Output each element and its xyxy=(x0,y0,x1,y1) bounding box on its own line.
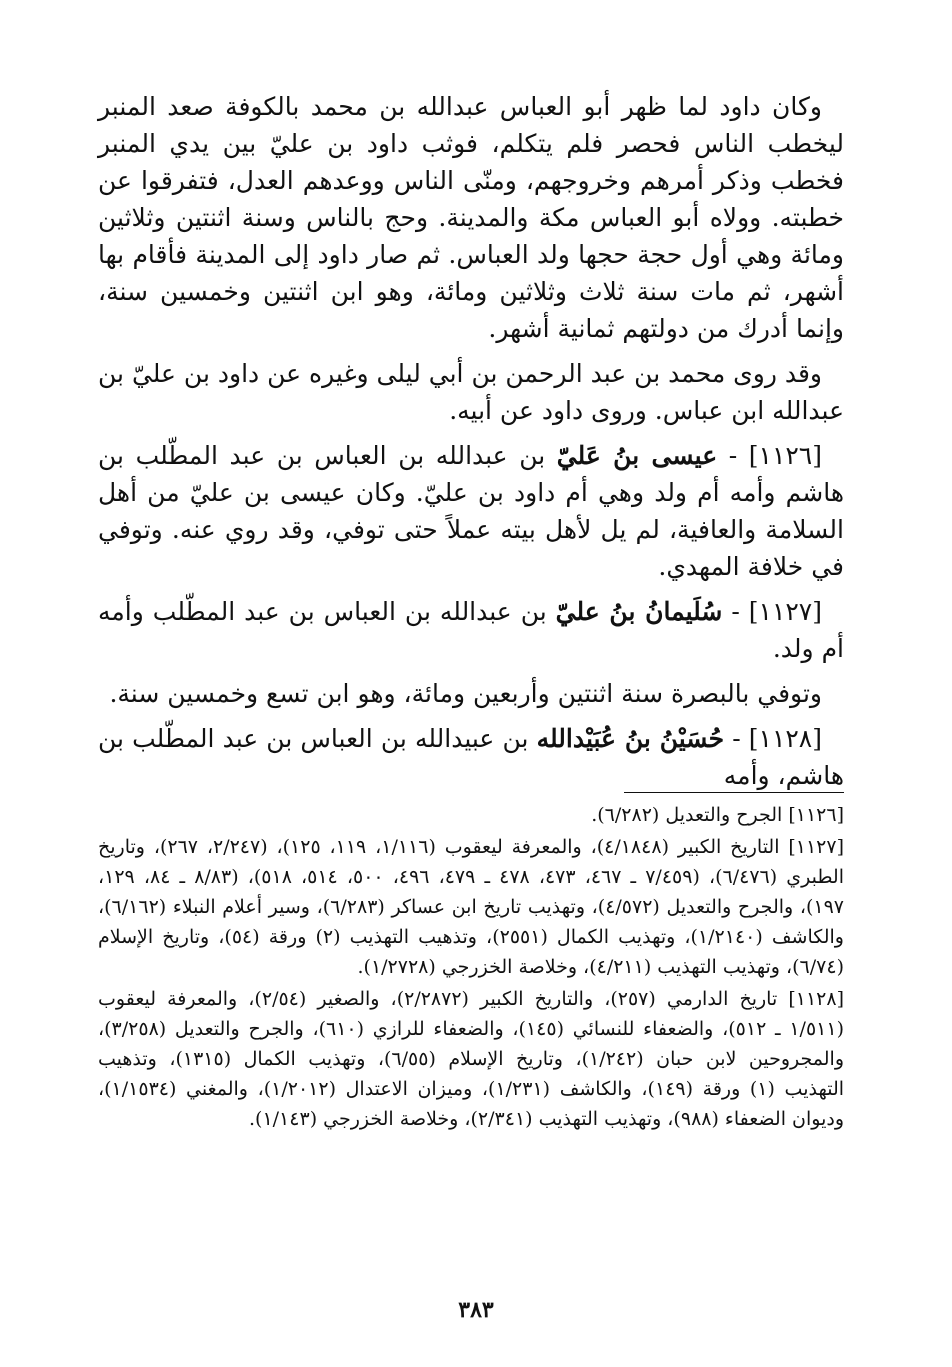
entry-1127 xyxy=(98,593,844,667)
paragraph-narration: وقد روى محمد بن عبد الرحمن بن أبي ليلى وغيره عن داود بن عليّ بن عبدالله ابن عباس. وروى داود عن أبيه. xyxy=(98,359,844,425)
footnote-text: التاريخ الكبير (٤/١٨٤٨)، والمعرفة ليعقوب (١/١١٦، ١١٩، ١٢٥)، (٢/٢٤٧، ٢٦٧)، وتاريخ الطبري (٦/٤٧٦)، (٧/٤٥٩ ـ ٤٦٧، ٤٧٣، ٤٧٨ ـ ٤٧٩، ٤٩٦، ٥٠٠، ٥١٤، ٥١٨)، (٨/٨٣ ـ ٨٤، ١٢٩، ١٩٧)، والجرح والتعديل (٤/٥٧٢)، وتهذيب تاريخ ابن عساكر (٦/٢٨٣)، وسير أعلام النبلاء (٦/١٦٢)، والكاشف (١/٢١٤٠)، وتهذيب الكمال (٢٥٥١)، وتذهيب التهذيب (٢) ورقة (٥٤)، وتاريخ الإسلام (٦/٧٤)، وتهذيب التهذيب (٤/٢١١)، وخلاصة الخزرجي (١/٢٧٢٨). xyxy=(98,836,845,978)
entry-1126 xyxy=(98,437,844,585)
entry-1128 xyxy=(98,720,844,794)
entry-name: حُسَيْنُ بنُ عُبَيْدالله xyxy=(536,724,725,753)
entry-text: بن عبدالله بن العباس بن عبد المطّلب وأمه أم ولد. xyxy=(98,597,844,663)
entry-text: بن عبيدالله بن العباس بن عبد المطّلب بن هاشم، وأمه xyxy=(98,724,844,790)
footnote-1126 xyxy=(98,800,844,830)
main-text xyxy=(98,88,844,802)
footnote-ref: [١١٢٧] xyxy=(788,836,845,858)
page-number: ٣٨٣ xyxy=(458,1297,494,1323)
entry-name: سُلَيمانُ بنُ عليّ xyxy=(555,597,723,626)
entry-number: [١١٢٦] - xyxy=(728,441,822,470)
footnote-ref: [١١٢٦] xyxy=(788,804,844,826)
footnote-divider xyxy=(624,792,844,793)
entry-number: [١١٢٧] - xyxy=(731,597,822,626)
footnote-1127 xyxy=(98,832,844,982)
footnote-1128 xyxy=(98,984,844,1134)
entry-1127-continuation: وتوفي بالبصرة سنة اثنتين وأربعين ومائة، وهو ابن تسع وخمسين سنة. xyxy=(109,679,822,708)
footnote-text: تاريخ الدارمي (٢٥٧)، والتاريخ الكبير (٢/٢٨٧٢)، والصغير (٢/٥٤)، والمعرفة ليعقوب (١/٥١١ ـ ٥١٢)، والضعفاء للنسائي (١٤٥)، والضعفاء للرازي (٦١٠)، والجرح والتعديل (٣/٢٥٨)، والمجروحين لابن حبان (١/٢٤٢)، وتاريخ الإسلام (٦/٥٥)، وتهذيب الكمال (١٣١٥)، وتذهيب التهذيب (١) ورقة (١٤٩)، والكاشف (١/٢٣١)، وميزان الاعتدال (١/٢٠١٢)، والمغني (١/١٥٣٤)، وديوان الضعفاء (٩٨٨)، وتهذيب التهذيب (٢/٣٤١)، وخلاصة الخزرجي (١/١٤٣). xyxy=(98,988,845,1130)
paragraph-dawud: وكان داود لما ظهر أبو العباس عبدالله بن محمد بالكوفة صعد المنبر ليخطب الناس فحصر فلم يتكلم، فوثب داود بن عليّ بين يدي المنبر فخطب وذكر أمرهم وخروجهم، ومنّى الناس ووعدهم العدل، فتفرقوا عن خطبته. وولاه أبو العباس مكة والمدينة. وحج بالناس وسنة اثنتين وثلاثين ومائة وهي أول حجة حجها ولد العباس. ثم صار داود إلى المدينة فأقام بها أشهر، ثم مات سنة ثلاث وثلاثين ومائة، وهو ابن اثنتين وخمسين سنة، وإنما أدرك من دولتهم ثمانية أشهر. xyxy=(98,92,844,343)
footnote-text: الجرح والتعديل (٦/٢٨٢). xyxy=(591,804,783,826)
entry-text: بن عبدالله بن العباس بن عبد المطّلب بن هاشم وأمه أم ولد وهي أم داود بن عليّ. وكان عيسى بن عليّ من أهل السلامة والعافية، لم يل لأهل بيته عملاً حتى توفي، وقد روي عنه. وتوفي في خلافة المهدي. xyxy=(98,441,844,581)
footnote-ref: [١١٢٨] xyxy=(788,988,845,1010)
footnotes xyxy=(98,800,844,1136)
entry-number: [١١٢٨] - xyxy=(732,724,822,753)
entry-name: عيسى بنُ عَليّ xyxy=(556,441,718,470)
